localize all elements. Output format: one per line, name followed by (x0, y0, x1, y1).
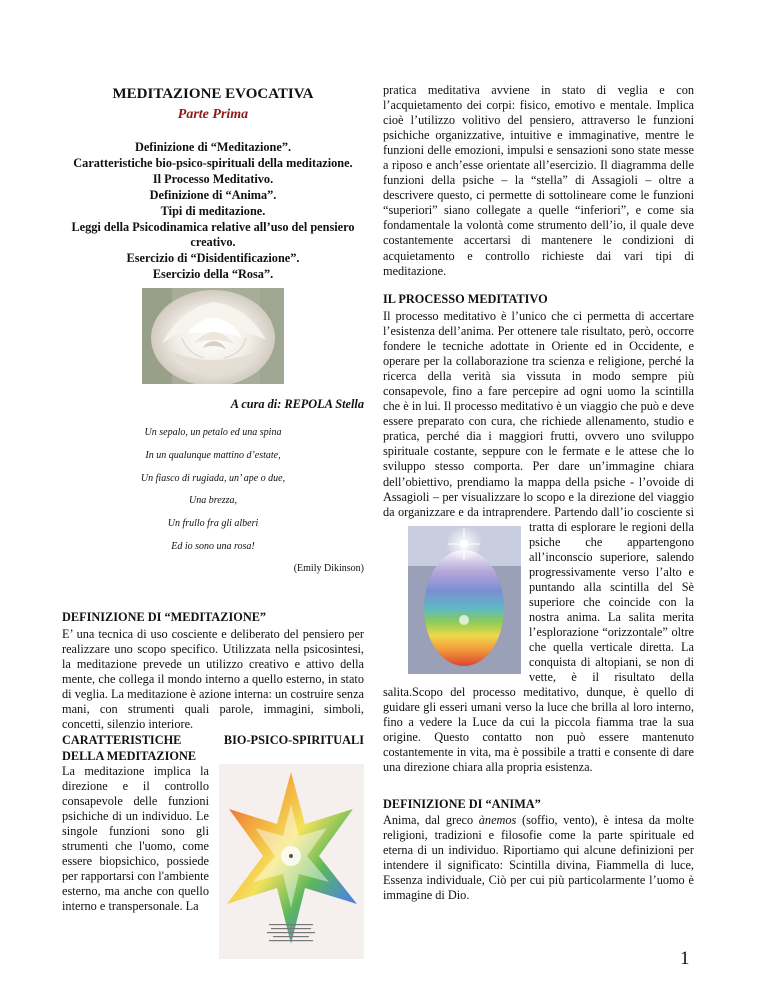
toc-item: Definizione di “Meditazione”. (134, 140, 292, 154)
left-column (62, 0, 364, 994)
poem-line: Un fiasco di rugiada, un’ ape o due, (140, 472, 286, 484)
anima-text-post: (soffio, vento), è intesa da molte religioni, tradizioni e filosofie come la parte spirituale ed eterna di un individuo. Riportiamo qui alcune definizioni per intendere il significato: Scintilla divina, Fiammella di luce, Essenza individuale, Ciò per cui più particolarmente l’uomo è immagine di Dio. (383, 813, 694, 903)
section-heading-caratteristiche: CARATTERISTICHE BIO-PSICO-SPIRITUALI (62, 733, 364, 747)
table-of-contents (62, 140, 364, 283)
white-rose-photo (142, 288, 284, 384)
anima-text-pre: Anima, dal greco (383, 813, 479, 827)
section-heading-anima: DEFINIZIONE DI “ANIMA” (383, 797, 541, 811)
document-title: MEDITAZIONE EVOCATIVA (112, 86, 314, 102)
section-text-caratteristiche: La meditazione implica la direzione e il controllo consapevole delle funzioni psichiche di un individuo. Le singole funzioni sono gli strumenti che l'uomo, come essere biopsichico, possiede per rapportarsi con l'ambiente esterno, ma anche con quello interno e transpersonale. La (62, 764, 209, 914)
toc-item: Esercizio di “Disidentificazione”. (126, 251, 300, 266)
toc-item: Definizione di “Anima”. (149, 187, 277, 202)
toc-item: Esercizio della “Rosa”. (152, 267, 274, 282)
section-heading-meditazione: DEFINIZIONE DI “MEDITAZIONE” (62, 610, 267, 624)
right-column (383, 0, 694, 994)
toc-item: Tipi di meditazione. (160, 203, 266, 218)
section-text-meditazione: E’ una tecnica di uso cosciente e deliberato del pensiero per realizzare uno scopo specifico. Utilizzata nella psicosintesi, la meditazione prevede un utilizzo creativo e attivo della mente, che collega il mondo interno a quello esterno, in stato di veglia. La meditazione è azione interna: un costruire senza mani, con strumenti quali parole, immagini, simboli, concetti, silenzio interiore. (62, 627, 364, 732)
poem-line: Un sepalo, un petalo ed una spina (144, 427, 282, 438)
section-text-anima (383, 813, 694, 903)
assagioli-egg-diagram (408, 526, 521, 674)
poem-line: Ed io sono una rosa! (171, 540, 255, 552)
toc-item: Il Processo Meditativo. (152, 171, 274, 186)
egg-of-psyche-illustration (408, 526, 521, 674)
toc-item: Caratteristiche bio-psico-spirituali della meditazione. (73, 155, 353, 170)
poem-line: Un frullo fra gli alberi (167, 518, 259, 530)
toc-item: Leggi della Psicodinamica relative all’uso del pensiero creativo. (71, 219, 355, 250)
section-text-caratteristiche-continued: pratica meditativa avviene in stato di veglia e con l’acquietamento dei corpi: fisico, emotivo e mentale. Implica cioè l’utilizzo volitivo del pensiero, attraverso le funzioni psichiche organizzative, intuitive e immaginative, mentre le funzioni delle emozioni, impulsi e sensazioni sono state messe a riposo e anch’esse orientate all’esercizio. Il diagramma delle funzioni della psiche – la “stella” di Assagioli – oltre a descrivere questo, ci permette di sottolineare come le funzioni “superiori” siano collegate a quelle “inferiori”, e come sia fondamentale la volontà come strumento dell’io, il quale deve costantemente accertarsi di mantenere le condizioni di acquietamento e controllo richieste dai vari tipi di meditazione. (383, 83, 694, 278)
document-subtitle: Parte Prima (177, 107, 249, 122)
processo-block (383, 309, 694, 775)
poem (62, 425, 364, 562)
section-heading-caratteristiche-line2: DELLA MEDITAZIONE (62, 749, 197, 763)
poem-line: In un qualunque mattino d’estate, (145, 449, 281, 461)
assagioli-star-diagram (219, 764, 364, 959)
anima-text-greek: ànemos (478, 813, 517, 827)
section-text-processo: Il processo meditativo è l’unico che ci permetta di accertare l’esistenza dell’anima. Per ottenere tale risultato, però, occorre fondere le tecniche adottate in Oriente ed in Occidente, e operare per la collaborazione tra scienza e religione, perché la ricerca della verità sia vissuta in modo sempre più consapevole, fino a fare percepire ad ogni uomo la scintilla che è in lui. Il processo meditativo è un viaggio che può e deve essere preparato con cura, che richiede allenamento, studio e pratica, perché dia i maggiori frutti, ovvero uno sviluppo spirituale costante, seppure con le fermate e le attese che lo sviluppo stesso comporta. Per dare un’immagine chiara dell’obiettivo, prendiamo la mappa della psiche - l’ovoide di Assagioli – per visualizzare lo scopo e la direzione del viaggio da organizzare e da intraprendere. Partendo dall’io cosciente si tratta di esplorare le regioni della psiche che appartengono all’inconscio superiore, salendo progressivamente verso l’alto e puntando alla scintilla del Sè superiore che coincide con la nostra anima. La salita merita l’esplorazione “orizzontale” oltre che quella verticale diretta. La conquista di altopiani, se non di vette, è il risultato della salita.Scopo del processo meditativo, dunque, è quello di guidare gli esseri umani verso la luce che brilla al loro interno, fino a vedere la Luce da cui la piccola fiamma trae la sua origine. Questo contatto non può essere mantenuto costantemente in vita, ma è possibile a tratti e consente di dare una direzione chiara alla propria esistenza. (383, 309, 694, 775)
star-of-functions-illustration (219, 764, 364, 959)
author-credit: A cura di: REPOLA Stella (230, 397, 364, 411)
caratteristiche-block (62, 764, 364, 959)
poem-line: Una brezza, (189, 495, 237, 507)
poem-author: (Emily Dikinson) (293, 563, 364, 574)
rose-illustration (142, 288, 284, 384)
page-number: 1 (680, 948, 690, 969)
section-heading-processo: IL PROCESSO MEDITATIVO (383, 292, 548, 306)
